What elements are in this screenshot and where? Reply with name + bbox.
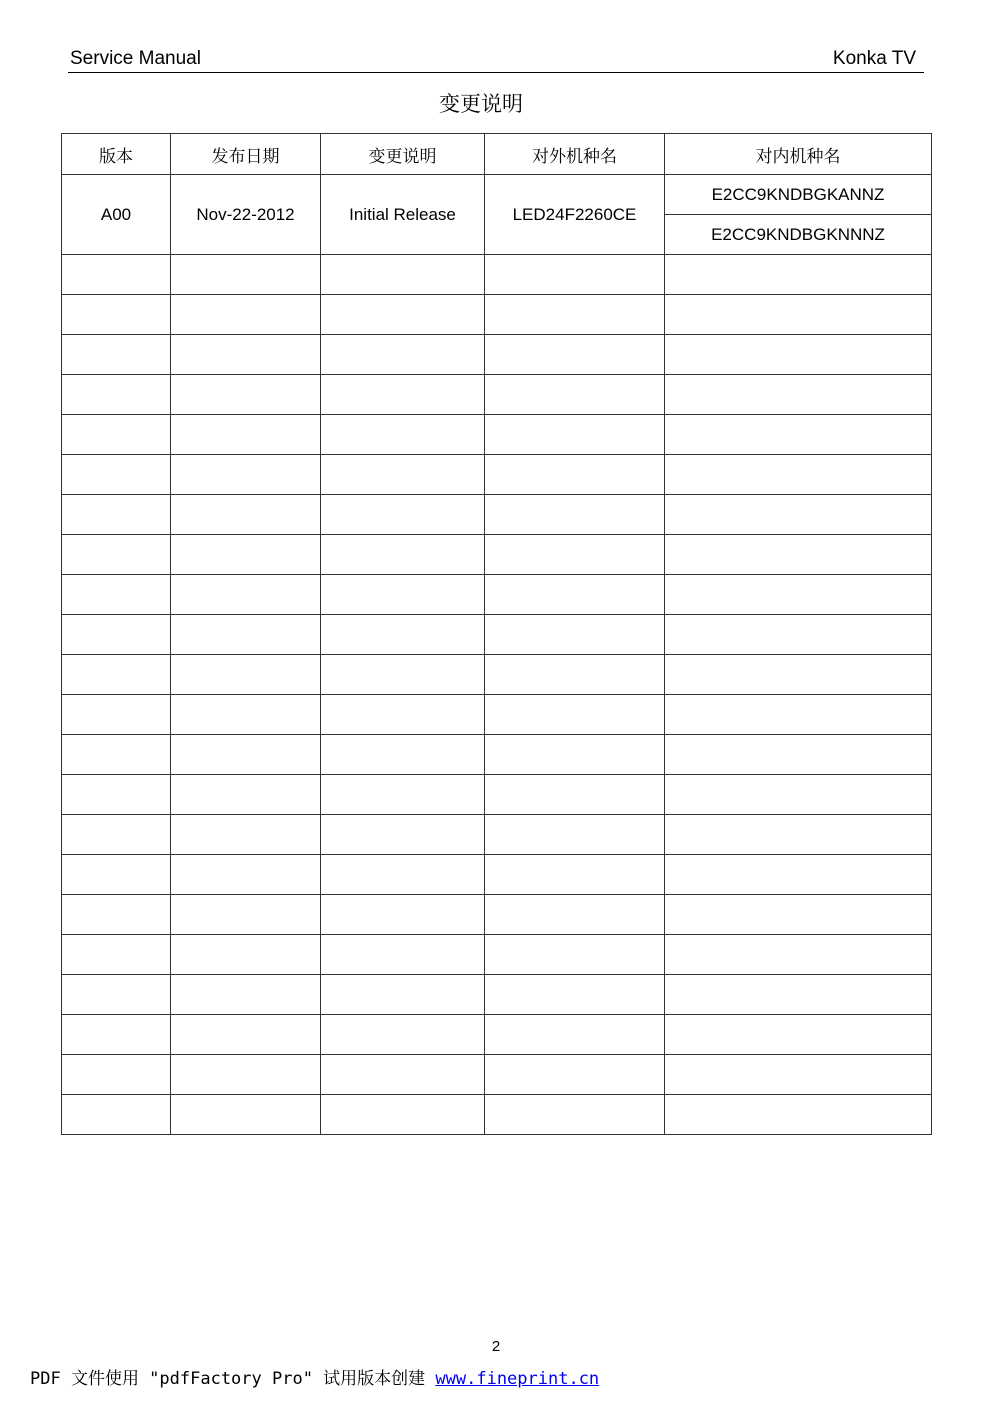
empty-cell bbox=[321, 375, 485, 415]
empty-cell bbox=[485, 575, 665, 615]
empty-cell bbox=[171, 295, 321, 335]
empty-cell bbox=[321, 455, 485, 495]
watermark-text: PDF 文件使用 "pdfFactory Pro" 试用版本创建 bbox=[30, 1369, 436, 1389]
empty-table-row bbox=[62, 735, 932, 775]
page-header bbox=[68, 46, 924, 73]
empty-table-row bbox=[62, 1055, 932, 1095]
empty-cell bbox=[62, 455, 171, 495]
empty-cell bbox=[62, 535, 171, 575]
empty-cell bbox=[62, 975, 171, 1015]
empty-cell bbox=[321, 775, 485, 815]
empty-cell bbox=[171, 255, 321, 295]
empty-cell bbox=[62, 375, 171, 415]
empty-cell bbox=[62, 335, 171, 375]
empty-cell bbox=[321, 535, 485, 575]
empty-cell bbox=[171, 775, 321, 815]
empty-cell bbox=[62, 855, 171, 895]
empty-cell bbox=[321, 415, 485, 455]
empty-cell bbox=[62, 495, 171, 535]
empty-table-row bbox=[62, 1015, 932, 1055]
pdf-watermark bbox=[30, 1364, 599, 1389]
empty-table-row bbox=[62, 335, 932, 375]
empty-table-row bbox=[62, 815, 932, 855]
empty-table-row bbox=[62, 695, 932, 735]
empty-cell bbox=[62, 775, 171, 815]
empty-cell bbox=[485, 375, 665, 415]
empty-cell bbox=[171, 975, 321, 1015]
empty-cell bbox=[62, 1015, 171, 1055]
header-left-text: Service Manual bbox=[70, 48, 201, 69]
empty-cell bbox=[321, 295, 485, 335]
empty-cell bbox=[171, 1015, 321, 1055]
empty-cell bbox=[171, 575, 321, 615]
empty-cell bbox=[485, 535, 665, 575]
cell-version: A00 bbox=[62, 175, 171, 255]
empty-cell bbox=[485, 495, 665, 535]
empty-cell bbox=[171, 855, 321, 895]
empty-cell bbox=[321, 1055, 485, 1095]
empty-cell bbox=[665, 855, 932, 895]
empty-cell bbox=[62, 415, 171, 455]
column-header-external-model: 对外机种名 bbox=[485, 134, 665, 175]
cell-external-model: LED24F2260CE bbox=[485, 175, 665, 255]
empty-cell bbox=[321, 615, 485, 655]
empty-cell bbox=[321, 815, 485, 855]
empty-cell bbox=[665, 615, 932, 655]
empty-cell bbox=[485, 1015, 665, 1055]
empty-cell bbox=[171, 815, 321, 855]
empty-cell bbox=[62, 615, 171, 655]
empty-cell bbox=[485, 815, 665, 855]
empty-cell bbox=[171, 1055, 321, 1095]
empty-cell bbox=[321, 735, 485, 775]
cell-internal-model-1: E2CC9KNDBGKANNZ bbox=[665, 175, 932, 215]
empty-table-row bbox=[62, 855, 932, 895]
empty-cell bbox=[171, 1095, 321, 1135]
empty-cell bbox=[485, 1095, 665, 1135]
empty-cell bbox=[485, 935, 665, 975]
empty-cell bbox=[665, 815, 932, 855]
empty-cell bbox=[321, 575, 485, 615]
empty-cell bbox=[62, 1095, 171, 1135]
empty-cell bbox=[62, 295, 171, 335]
empty-cell bbox=[171, 375, 321, 415]
empty-cell bbox=[62, 895, 171, 935]
empty-cell bbox=[665, 1055, 932, 1095]
empty-cell bbox=[171, 695, 321, 735]
empty-table-row bbox=[62, 895, 932, 935]
empty-cell bbox=[62, 815, 171, 855]
empty-cell bbox=[485, 775, 665, 815]
empty-cell bbox=[321, 1015, 485, 1055]
empty-cell bbox=[171, 615, 321, 655]
empty-cell bbox=[665, 895, 932, 935]
empty-table-row bbox=[62, 615, 932, 655]
empty-cell bbox=[485, 455, 665, 495]
empty-table-row bbox=[62, 495, 932, 535]
empty-cell bbox=[62, 655, 171, 695]
empty-cell bbox=[485, 975, 665, 1015]
empty-cell bbox=[171, 415, 321, 455]
table-row bbox=[62, 175, 932, 215]
empty-cell bbox=[665, 455, 932, 495]
column-header-change-description: 变更说明 bbox=[321, 134, 485, 175]
empty-cell bbox=[485, 655, 665, 695]
empty-cell bbox=[171, 735, 321, 775]
column-header-version: 版本 bbox=[62, 134, 171, 175]
revision-table bbox=[61, 133, 932, 1135]
header-right-text: Konka TV bbox=[832, 48, 916, 69]
empty-cell bbox=[665, 775, 932, 815]
empty-cell bbox=[665, 295, 932, 335]
empty-table-row bbox=[62, 975, 932, 1015]
empty-cell bbox=[485, 695, 665, 735]
empty-cell bbox=[665, 695, 932, 735]
column-header-internal-model: 对内机种名 bbox=[665, 134, 932, 175]
empty-cell bbox=[321, 975, 485, 1015]
empty-cell bbox=[485, 855, 665, 895]
empty-cell bbox=[665, 1095, 932, 1135]
empty-cell bbox=[485, 255, 665, 295]
empty-cell bbox=[171, 895, 321, 935]
empty-cell bbox=[485, 895, 665, 935]
empty-cell bbox=[665, 255, 932, 295]
empty-cell bbox=[62, 255, 171, 295]
empty-cell bbox=[485, 335, 665, 375]
empty-cell bbox=[321, 895, 485, 935]
empty-table-row bbox=[62, 935, 932, 975]
empty-cell bbox=[62, 695, 171, 735]
empty-cell bbox=[321, 855, 485, 895]
empty-cell bbox=[665, 335, 932, 375]
empty-cell bbox=[665, 935, 932, 975]
empty-table-row bbox=[62, 575, 932, 615]
empty-cell bbox=[665, 495, 932, 535]
empty-cell bbox=[171, 455, 321, 495]
table-header-row bbox=[62, 134, 932, 175]
empty-cell bbox=[62, 935, 171, 975]
empty-cell bbox=[171, 535, 321, 575]
empty-cell bbox=[665, 575, 932, 615]
empty-table-row bbox=[62, 375, 932, 415]
empty-cell bbox=[321, 1095, 485, 1135]
page-number: 2 bbox=[491, 1338, 501, 1355]
empty-table-row bbox=[62, 1095, 932, 1135]
empty-cell bbox=[62, 1055, 171, 1095]
column-header-release-date: 发布日期 bbox=[171, 134, 321, 175]
empty-cell bbox=[62, 575, 171, 615]
empty-cell bbox=[665, 735, 932, 775]
empty-cell bbox=[485, 415, 665, 455]
empty-cell bbox=[485, 735, 665, 775]
empty-cell bbox=[665, 655, 932, 695]
cell-change: Initial Release bbox=[321, 175, 485, 255]
empty-cell bbox=[321, 935, 485, 975]
empty-cell bbox=[485, 295, 665, 335]
empty-table-row bbox=[62, 455, 932, 495]
cell-internal-model-2: E2CC9KNDBGKNNNZ bbox=[665, 215, 932, 255]
empty-cell bbox=[485, 615, 665, 655]
empty-cell bbox=[171, 495, 321, 535]
empty-cell bbox=[171, 935, 321, 975]
empty-cell bbox=[321, 335, 485, 375]
empty-cell bbox=[321, 695, 485, 735]
empty-table-row bbox=[62, 655, 932, 695]
empty-cell bbox=[665, 535, 932, 575]
empty-cell bbox=[321, 255, 485, 295]
empty-table-row bbox=[62, 775, 932, 815]
empty-table-row bbox=[62, 535, 932, 575]
empty-cell bbox=[665, 375, 932, 415]
empty-table-row bbox=[62, 295, 932, 335]
empty-cell bbox=[171, 655, 321, 695]
cell-date: Nov-22-2012 bbox=[171, 175, 321, 255]
empty-cell bbox=[665, 1015, 932, 1055]
watermark-link[interactable]: www.fineprint.cn bbox=[435, 1369, 600, 1389]
empty-table-row bbox=[62, 255, 932, 295]
empty-cell bbox=[321, 495, 485, 535]
empty-table-row bbox=[62, 415, 932, 455]
empty-cell bbox=[665, 415, 932, 455]
empty-cell bbox=[665, 975, 932, 1015]
empty-cell bbox=[321, 655, 485, 695]
empty-cell bbox=[171, 335, 321, 375]
empty-cell bbox=[62, 735, 171, 775]
empty-cell bbox=[485, 1055, 665, 1095]
document-title: 变更说明 bbox=[439, 92, 523, 116]
